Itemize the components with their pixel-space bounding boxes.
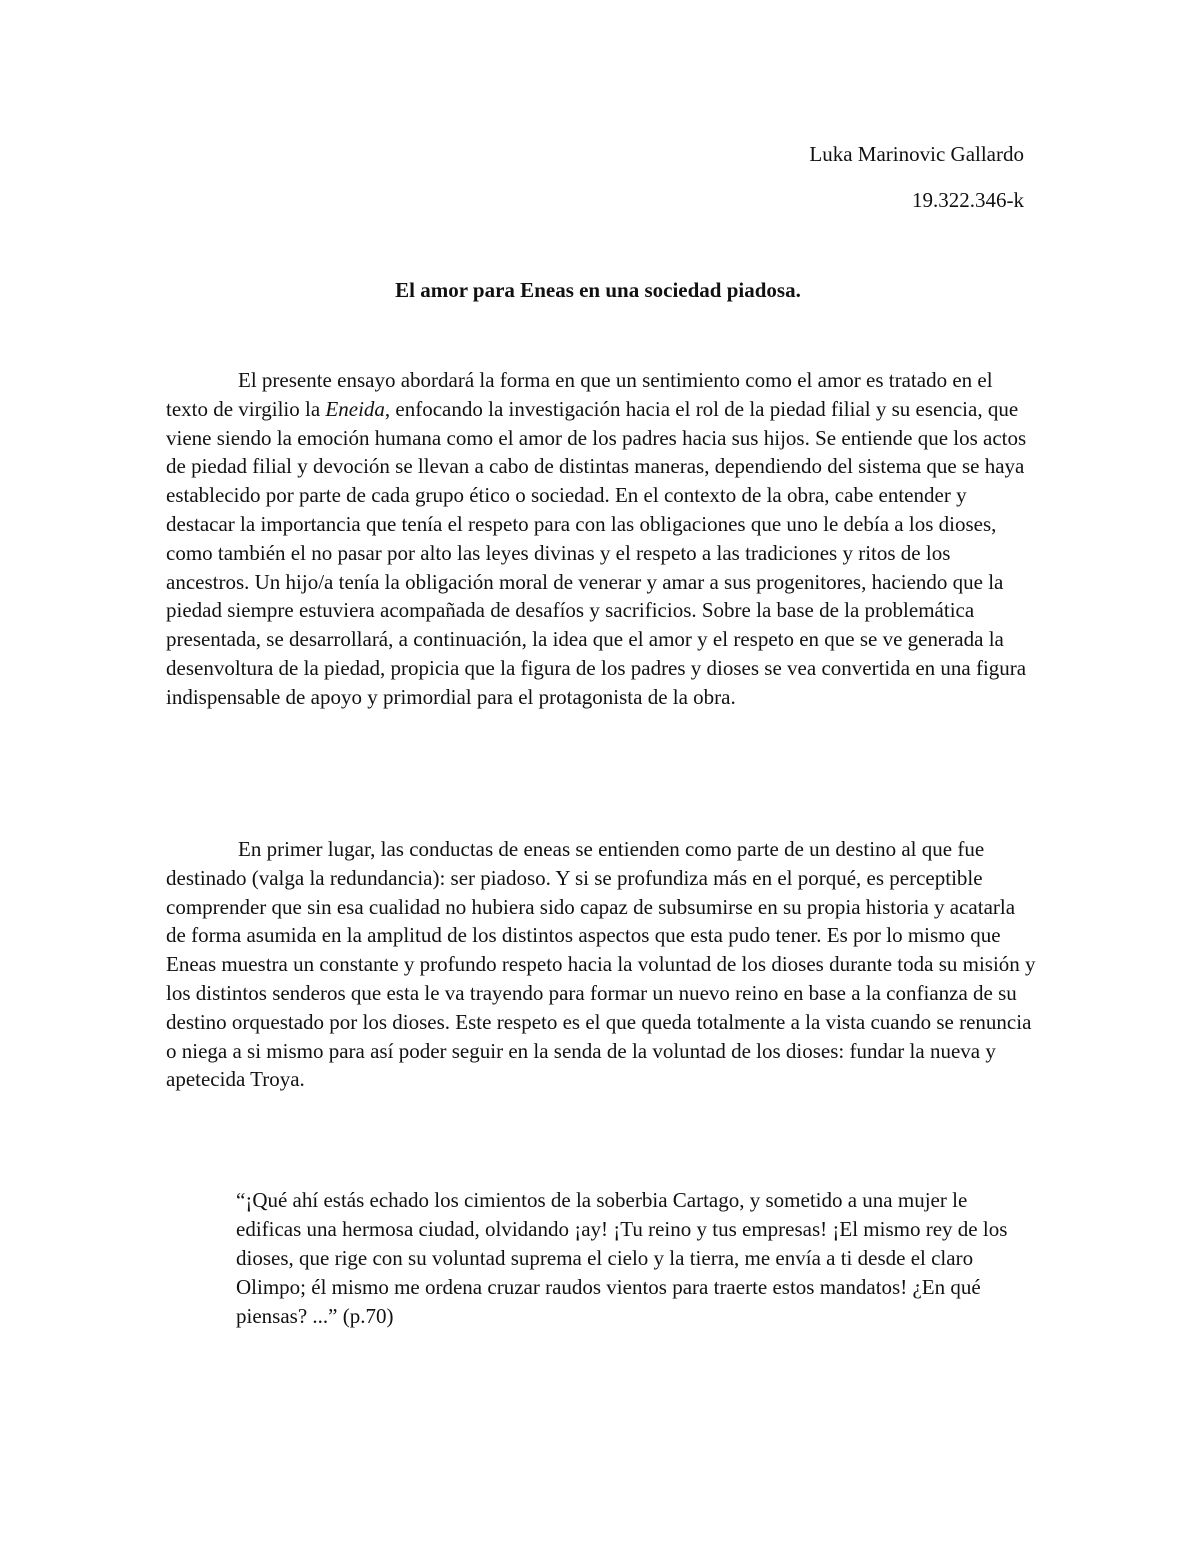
- student-id: 19.322.346-k: [912, 188, 1024, 212]
- paragraph-text: El presente ensayo abordará la forma en que un sentimiento como el amor es tratado en el texto de virgilio la: [166, 368, 993, 421]
- body-paragraph: [166, 366, 1036, 712]
- essay-title: El amor para Eneas en una sociedad piadosa.: [395, 278, 801, 302]
- paragraph-text: , enfocando la investigación hacia el rol de la piedad filial y su esencia, que viene siendo la emoción humana como el amor de los padres hacia sus hijos. Se entiende que los actos de piedad filial y devoción se llevan a cabo de distintas maneras, dependiendo del sistema que se haya establecido por parte de cada grupo ético o sociedad. En el contexto de la obra, cabe entender y destacar la importancia que tenía el respeto para con las obligaciones que uno le debía a los dioses, como también el no pasar por alto las leyes divinas y el respeto a las tradiciones y ritos de los ancestros. Un hijo/a tenía la obligación moral de venerar y amar a sus progenitores, haciendo que la piedad siempre estuviera acompañada de desafíos y sacrificios. Sobre la base de la problemática presentada, se desarrollará, a continuación, la idea que el amor y el respeto en que se ve generada la desenvoltura de la piedad, propicia que la figura de los padres y dioses se vea convertida en una figura indispensable de apoyo y primordial para el protagonista de la obra.: [166, 396, 1027, 709]
- block-quote: “¡Qué ahí estás echado los cimientos de la soberbia Cartago, y sometido a una mujer le edificas una hermosa ciudad, olvidando ¡ay! ¡Tu reino y tus empresas! ¡El mismo rey de los dioses, que rige con su voluntad suprema el cielo y la tierra, me envía a ti desde el claro Olimpo; él mismo me ordena cruzar raudos vientos para traerte estos mandatos! ¿En qué piensas? ...” (p.70): [236, 1188, 1008, 1328]
- body-paragraph: En primer lugar, las conductas de eneas se entienden como parte de un destino al que fue destinado (valga la redundancia): ser piadoso. Y si se profundiza más en el porqué, es perceptible comprender que sin esa cualidad no hubiera sido capaz de subsumirse en su propia historia y acatarla de forma asumida en la amplitud de los distintos aspectos que esta pudo tener. Es por lo mismo que Eneas muestra un constante y profundo respeto hacia la voluntad de los dioses durante toda su misión y los distintos senderos que esta le va trayendo para formar un nuevo reino en base a la confianza de su destino orquestado por los dioses. Este respeto es el que queda totalmente a la vista cuando se renuncia o niega a si mismo para así poder seguir en la senda de la voluntad de los dioses: fundar la nueva y apetecida Troya.: [166, 837, 1036, 1092]
- italic-work-title: Eneida: [325, 396, 385, 421]
- author-name: Luka Marinovic Gallardo: [809, 142, 1024, 166]
